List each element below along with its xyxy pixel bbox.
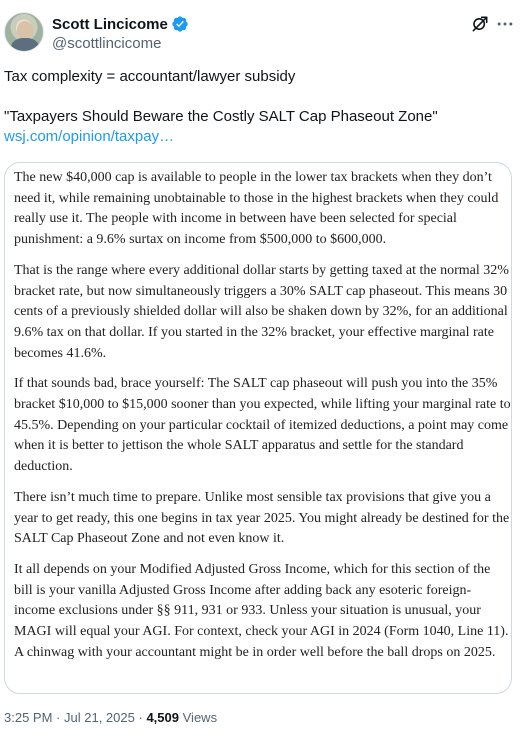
- tweet-time[interactable]: 3:25 PM: [4, 710, 53, 725]
- avatar[interactable]: [4, 12, 44, 52]
- article-paragraph: If that sounds bad, brace yourself: The SALT cap phaseout will push you into the 35% bracket $10,000 to $15,000 sooner than you expected, while lifting your marginal rate to 45.5%. Depending on your particular cocktail of itemized deductions, a point may come when it is better to jettison the whole SALT apparatus and settle for the standard deduction.: [14, 376, 511, 475]
- views-label: Views: [182, 710, 218, 725]
- tweet-text: [4, 67, 519, 147]
- tweet-header: [0, 0, 526, 62]
- author-name-row: [52, 15, 189, 33]
- article-excerpt-card[interactable]: [4, 162, 512, 694]
- article-paragraph: The new $40,000 cap is available to people in the lower tax brackets when they don’t need it, while remaining unobtainable to those in the highest brackets when they could really use it. The people with income in between have been selected for special punishment: a 9.6% surtax on income from $500,000 to $600,000.: [14, 170, 499, 248]
- article-paragraph: That is the range where every additional dollar starts by getting taxed at the normal 32% bracket rate, but now simultaneously triggers a 30% SALT cap phaseout. This means 30 cents of a previously shielded dollar will also be shaken down by 32%, for an additional 9.6% tax on that dollar. If you started in the 32% bracket, your effective marginal rate becomes 41.6%.: [14, 262, 509, 361]
- views-count[interactable]: 4,509: [146, 710, 179, 725]
- tweet-date[interactable]: Jul 21, 2025: [64, 710, 135, 725]
- tweet-line-1: Tax complexity = accountant/lawyer subsidy: [4, 68, 296, 85]
- avatar-body: [11, 38, 39, 52]
- author-name[interactable]: Scott Lincicome: [52, 15, 168, 33]
- line-gap: [4, 87, 519, 107]
- meta-separator: ·: [138, 710, 143, 725]
- grok-icon[interactable]: [470, 14, 490, 34]
- verified-badge-icon: [171, 15, 189, 33]
- author-handle[interactable]: @scottlincicome: [52, 35, 162, 52]
- avatar-face: [17, 21, 33, 39]
- article-paragraph: There isn’t much time to prepare. Unlike most sensible tax provisions that give you a year to get ready, this one begins in tax year 2025. You might already be destined for the SALT Cap Phaseout Zone and not even know it.: [14, 489, 510, 547]
- meta-separator: ·: [56, 710, 61, 725]
- more-options-icon[interactable]: [495, 14, 515, 34]
- article-paragraph: It all depends on your Modified Adjusted Gross Income, which for this section of the bill is your vanilla Adjusted Gross Income after adding back any esoteric foreign-income exclusions under §§ 911, 931 or 933. Unless your situation is unusual, your MAGI will equal your AGI. For context, check your AGI in 2024 (Form 1040, Line 11). A chinwag with your accountant might be in order well before the ball drops on 2025.: [14, 561, 509, 660]
- tweet-meta: [4, 710, 217, 725]
- article-link[interactable]: wsj.com/opinion/taxpay…: [4, 128, 175, 145]
- tweet-line-2: "Taxpayers Should Beware the Costly SALT Cap Phaseout Zone": [4, 108, 438, 125]
